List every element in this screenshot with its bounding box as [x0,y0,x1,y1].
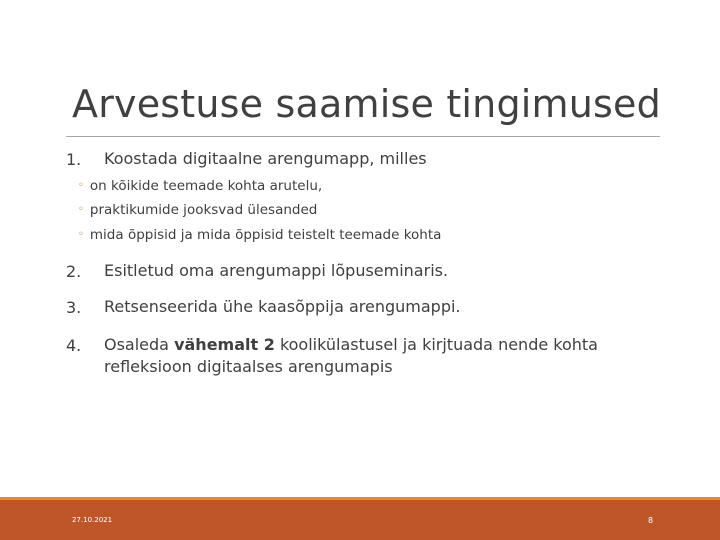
list-number-1: 1. [66,150,82,169]
list-number-3: 3. [66,298,82,317]
slide-title: Arvestuse saamise tingimused [72,82,661,126]
circle-bullet-icon: ◦ [78,204,84,215]
sub-list-item-text: praktikumide jooksvad ülesanded [89,202,318,218]
circle-bullet-icon: ◦ [78,180,84,191]
title-divider [66,136,660,137]
sub-list-item [78,202,317,218]
sub-list-item [78,227,441,243]
page-number: 8 [648,516,654,525]
list-item-4-text-end: koolikülastusel ja kirjtuada nende kohta refleksioon digitaalses arengumapis [104,335,598,376]
list-item-2-text: Esitletud oma arengumappi lõpuseminaris. [104,261,449,280]
sub-list-item-text: mida õppisid ja mida õppisid teistelt teemade kohta [89,227,442,243]
list-item-4-emphasis: vähemalt 2 [174,335,275,354]
circle-bullet-icon: ◦ [78,229,84,240]
list-number-4: 4. [66,336,82,355]
footer-date: 27.10.2021 [72,516,113,524]
list-item-3-text: Retsenseerida ühe kaasõppija arengumappi. [104,297,461,316]
list-number-2: 2. [66,262,82,281]
sub-list-item [78,178,322,194]
list-item-1-text: Koostada digitaalne arengumapp, milles [104,149,427,168]
list-item-4-text [104,334,624,378]
sub-list-item-text: on kõikide teemade kohta arutelu, [89,178,323,194]
list-item-4-text-start: Osaleda [104,335,175,354]
